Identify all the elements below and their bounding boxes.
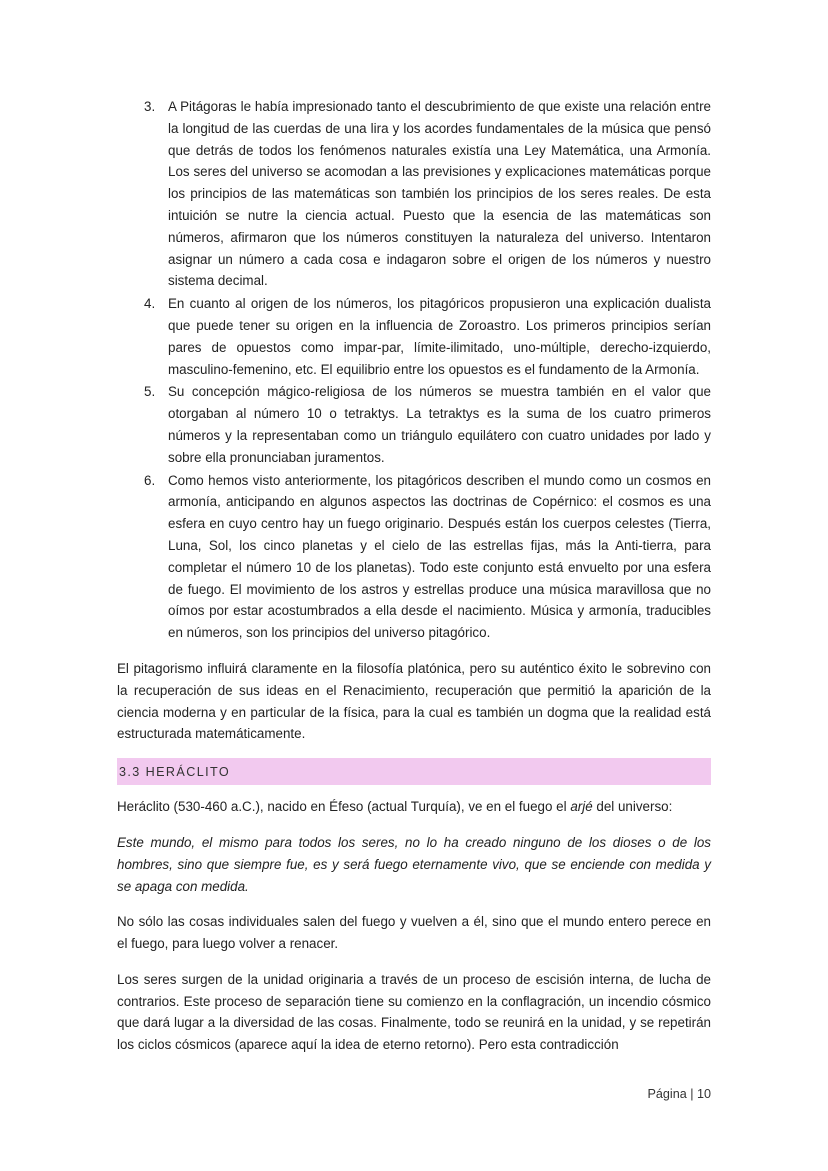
list-number: 3. [144, 99, 156, 114]
paragraph-fuego: No sólo las cosas individuales salen del fuego y vuelven a él, sino que el mundo entero perece en el fuego, para luego volver a renacer. [117, 914, 711, 952]
section-heading-bar [117, 758, 711, 785]
paragraph-pitagorismo: El pitagorismo influirá claramente en la filosofía platónica, pero su auténtico éxito le sobrevino con la recuperación de sus ideas en el Renacimiento, recuperación que permitió la aparición de la ciencia moderna y en particular de la física, para la cual es también un dogma que la realidad está estructurada matemáticamente. [117, 660, 711, 742]
quote-heraclito [117, 832, 711, 897]
intro-text-after: del universo: [592, 799, 673, 815]
list-item-text: En cuanto al origen de los números, los pitagóricos propusieron una explicación dualista que puede tener su origen en la influencia de Zoroastro. Los primeros principios serían pares de opuestos como impar-par, límite-ilimitado, uno-múltiple, derecho-izquierdo, masculino-femenino, etc. El equilibrio entre los opuestos es el fundamento de la Armonía. [168, 296, 711, 377]
paragraph-heraclito-intro [117, 796, 711, 818]
page-number: 10 [696, 1087, 711, 1101]
section-heading: 3.3 HERÁCLITO [119, 764, 231, 779]
paragraph-seres: Los seres surgen de la unidad originaria a través de un proceso de escisión interna, de lucha de contrarios. Este proceso de separación tiene su comienzo en la conflagración, un incendio cósmico que dará lugar a la diversidad de las cosas. Finalmente, todo se reunirá en la unidad, y se repetirán los ciclos cósmicos (aparece aquí la idea de eterno retorno). Pero esta contradicción [117, 971, 711, 1053]
footer-label: Página [647, 1087, 687, 1101]
list-number: 6. [144, 472, 156, 488]
list-item [117, 96, 711, 292]
list-number: 4. [144, 296, 156, 312]
list-item-text: Como hemos visto anteriormente, los pitagóricos describen el mundo como un cosmos en armonía, anticipando en algunos aspectos las doctrinas de Copérnico: el cosmos es una esfera en cuyo centro hay un fuego originario. Después están los cuerpos celestes (Tierra, Luna, Sol, los cinco planetas y el cielo de las estrellas fijas, más la Anti-tierra, para completar el número 10 de los planetas). Todo este conjunto está envuelto por una esfera de fuego. El movimiento de los astros y estrellas produce una música maravillosa que no oímos por estar acostumbrados a ella desde el nacimiento. Música y armonía, traducibles en números, son los principios del universo pitagórico. [168, 472, 711, 641]
numbered-list [117, 96, 711, 644]
list-item [117, 381, 711, 468]
document-page [117, 96, 711, 1056]
list-item [117, 470, 711, 644]
list-item-text: A Pitágoras le había impresionado tanto el descubrimiento de que existe una relación entre la longitud de las cuerdas de una lira y los acordes fundamentales de la música que pensó que detrás de todos los fenómenos naturales existía una Ley Matemática, una Armonía. Los seres del universo se acomodan a las previsiones y explicaciones matemáticas porque los principios de las matemáticas son también los principios de los seres reales. De esta intuición se nutre la ciencia actual. Puesto que la esencia de las matemáticas son números, afirmaron que los números constituyen la naturaleza del universo. Intentaron asignar un número a cada cosa e indagaron sobre el origen de los números y nuestro sistema decimal. [168, 99, 711, 289]
footer-separator: | [690, 1087, 694, 1101]
intro-term-arje: arjé [570, 799, 593, 815]
list-number: 5. [144, 384, 156, 400]
quote-text: Este mundo, el mismo para todos los seres, no lo ha creado ninguno de los dioses o de los hombres, sino que siempre fue, es y será fuego eternamente vivo, que se enciende con medida y se apaga con medida. [117, 834, 711, 894]
list-item-text: Su concepción mágico-religiosa de los números se muestra también en el valor que otorgaban al número 10 o tetraktys. La tetraktys es la suma de los cuatro primeros números y la representaban como un triángulo equilátero con cuatro unidades por lado y sobre ella pronunciaban juramentos. [168, 384, 711, 465]
intro-text-before: Heráclito (530-460 a.C.), nacido en Éfeso (actual Turquía), ve en el fuego el [117, 799, 571, 815]
page-footer [647, 1087, 711, 1101]
list-item [117, 293, 711, 380]
